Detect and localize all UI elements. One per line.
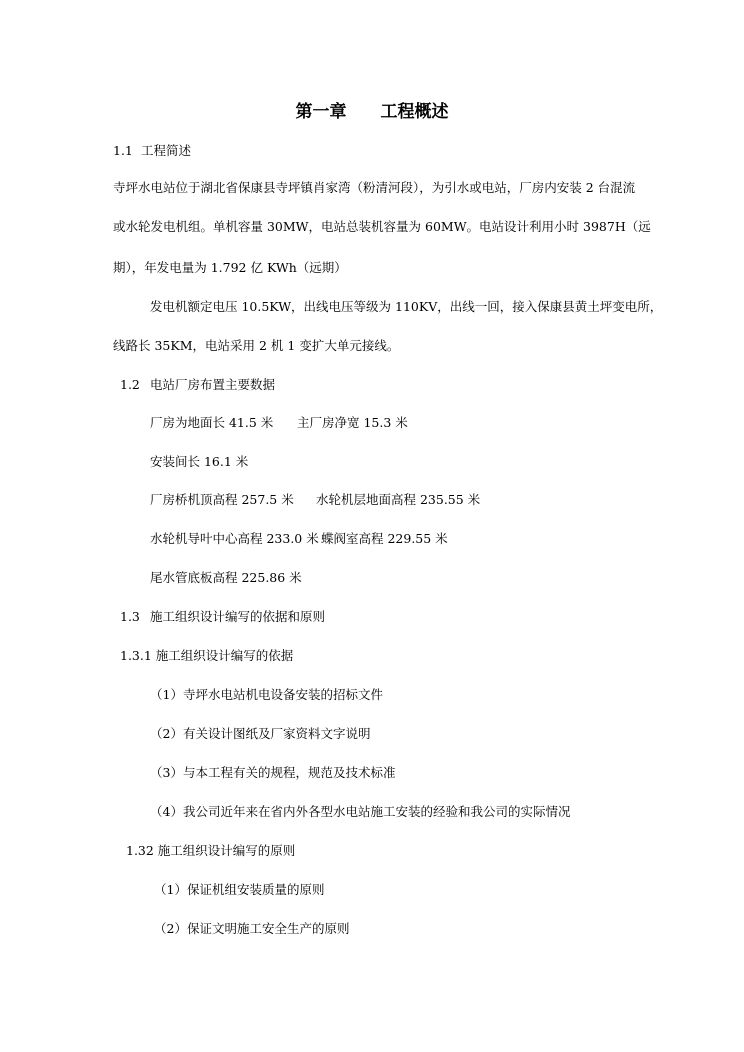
chapter-name: 工程概述 [380, 102, 449, 122]
paragraph-line: 或水轮发电机组。单机容量 30MW，电站总装机容量为 60MW。电站设计利用小时 3987H（远 [113, 219, 651, 234]
section-title: 工程简述 [141, 143, 192, 158]
paragraph-line: 寺坪水电站位于湖北省保康县寺坪镇肖家湾（粉清河段），为引水或电站，厂房内安装 2 台混流 [113, 180, 636, 195]
data-item: 水轮机层地面高程 235.55 米 [316, 492, 481, 507]
chapter-number: 第一章 [295, 102, 347, 122]
section-number: 1.3 [120, 609, 140, 624]
section-number: 1.1 [113, 143, 133, 158]
data-item: 蝶阀室高程 229.55 米 [321, 531, 448, 546]
list-item: （3）与本工程有关的规程，规范及技术标准 [150, 765, 396, 780]
section-heading-1-2 [120, 377, 275, 393]
list-item: （2）保证文明施工安全生产的原则 [154, 921, 350, 936]
data-item: 主厂房净宽 15.3 米 [297, 415, 408, 430]
section-title: 电站厂房布置主要数据 [150, 377, 276, 392]
data-item: 尾水管底板高程 225.86 米 [150, 570, 302, 585]
subsection-heading-1-3-1: 1.3.1 施工组织设计编写的依据 [120, 648, 294, 663]
section-title: 施工组织设计编写的依据和原则 [150, 609, 326, 624]
list-item: （4）我公司近年来在省内外各型水电站施工安装的经验和我公司的实际情况 [150, 804, 571, 819]
list-item: （1）寺坪水电站机电设备安装的招标文件 [150, 687, 383, 702]
list-item: （1）保证机组安装质量的原则 [154, 882, 325, 897]
data-item: 厂房为地面长 41.5 米 [150, 415, 274, 430]
paragraph-line: 发电机额定电压 10.5KW，出线电压等级为 110KV，出线一回，接入保康县黄土坪变电所， [150, 299, 663, 314]
paragraph-line: 期），年发电量为 1.792 亿 KWh（远期） [113, 260, 347, 275]
section-number: 1.2 [120, 377, 140, 392]
data-item: 水轮机导叶中心高程 233.0 米 [150, 531, 319, 546]
section-heading-1-1 [113, 143, 191, 159]
data-item: 安装间长 16.1 米 [150, 454, 249, 469]
page-title [0, 101, 744, 123]
data-item: 厂房桥机顶高程 257.5 米 [150, 492, 294, 507]
paragraph-line: 线路长 35KM，电站采用 2 机 1 变扩大单元接线。 [113, 338, 400, 353]
list-item: （2）有关设计图纸及厂家资料文字说明 [150, 726, 371, 741]
subsection-heading-1-3-2: 1.32 施工组织设计编写的原则 [126, 843, 296, 858]
section-heading-1-3 [120, 609, 325, 625]
